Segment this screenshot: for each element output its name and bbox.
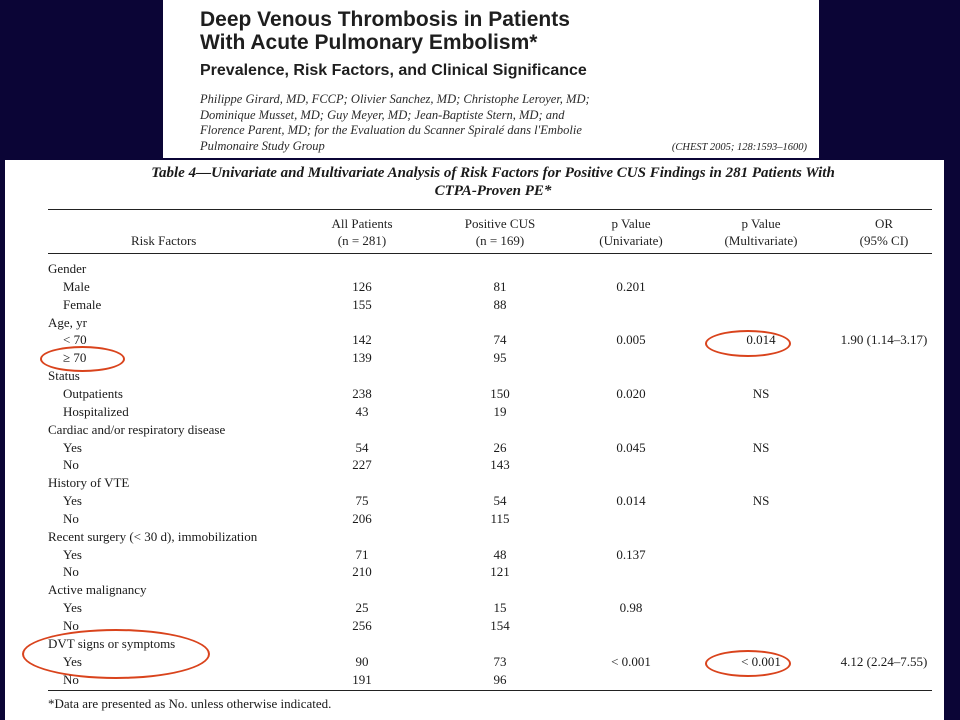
table-row xyxy=(48,546,932,564)
cell-positive-cus: 26 xyxy=(493,439,507,455)
table-row xyxy=(48,510,932,528)
cell-all-patients: 71 xyxy=(355,546,369,562)
row-label: Yes xyxy=(63,600,82,616)
cell-all-patients: 206 xyxy=(352,510,372,526)
header-p-multivariate xyxy=(701,215,821,249)
cell-all-patients: 155 xyxy=(352,296,372,312)
header-p-multivariate-label: p Value xyxy=(741,216,781,231)
row-label: Yes xyxy=(63,653,82,669)
row-label: No xyxy=(63,671,79,687)
highlight-oval-dvt-signs xyxy=(22,629,210,679)
group-label: History of VTE xyxy=(48,475,130,491)
highlight-oval-age-70 xyxy=(40,346,125,372)
paper-title-line-1: Deep Venous Thrombosis in Patients xyxy=(200,8,570,31)
row-label: No xyxy=(63,510,79,526)
authors-line-3: Florence Parent, MD; for the Evaluation du Scanner Spiralé dans l'Embolie xyxy=(200,123,582,137)
table-group-row xyxy=(48,528,932,546)
header-p-univariate xyxy=(581,215,681,249)
table-row xyxy=(48,599,932,617)
cell-p-multivariate: NS xyxy=(752,385,770,401)
highlight-oval-multivariate-dvt xyxy=(705,650,791,677)
row-label: Male xyxy=(63,278,90,294)
table-row xyxy=(48,617,932,635)
cell-positive-cus: 81 xyxy=(493,278,507,294)
authors-line-4: Pulmonaire Study Group xyxy=(200,138,325,153)
table-title-line-2: CTPA-Proven PE* xyxy=(434,183,552,199)
cell-positive-cus: 121 xyxy=(490,564,510,580)
cell-p-univariate: 0.045 xyxy=(616,439,646,455)
table-row xyxy=(48,671,932,689)
cell-positive-cus: 48 xyxy=(493,546,507,562)
header-positive-cus xyxy=(446,215,554,249)
cell-p-multivariate: NS xyxy=(752,439,770,455)
authors-line-1: Philippe Girard, MD, FCCP; Olivier Sanchez, MD; Christophe Leroyer, MD; xyxy=(200,92,590,106)
cell-positive-cus: 95 xyxy=(493,350,507,366)
group-label: Status xyxy=(48,368,80,384)
cell-all-patients: 142 xyxy=(352,332,372,348)
cell-all-patients: 25 xyxy=(355,600,369,616)
header-odds-ratio xyxy=(824,215,944,249)
cell-all-patients: 256 xyxy=(352,618,372,633)
cell-all-patients: 227 xyxy=(352,457,372,473)
cell-positive-cus: 150 xyxy=(490,385,510,401)
row-label: Yes xyxy=(63,546,82,562)
header-positive-cus-label: Positive CUS xyxy=(464,216,536,231)
header-risk-factors: Risk Factors xyxy=(131,233,197,248)
header-p-univariate-label: p Value xyxy=(611,216,651,231)
header-positive-cus-n: (n = 169) xyxy=(475,233,525,248)
cell-p-univariate: 0.014 xyxy=(616,493,646,509)
cell-all-patients: 75 xyxy=(355,493,369,509)
cell-positive-cus: 154 xyxy=(490,618,510,633)
table-header-rule xyxy=(48,253,932,254)
cell-odds-ratio: 4.12 (2.24–7.55) xyxy=(840,653,928,669)
cell-all-patients: 43 xyxy=(355,403,369,419)
authors-line-2: Dominique Musset, MD; Guy Meyer, MD; Jean-Baptiste Stern, MD; and xyxy=(200,107,565,122)
cell-p-univariate: 0.005 xyxy=(616,332,646,348)
cell-p-multivariate: < 0.001 xyxy=(741,653,781,669)
table-row xyxy=(48,331,932,349)
header-all-patients-n: (n = 281) xyxy=(337,233,387,248)
highlight-oval-multivariate-age xyxy=(705,330,791,357)
header-p-univariate-type: (Univariate) xyxy=(599,233,663,248)
cell-p-univariate: 0.020 xyxy=(616,385,646,401)
cell-positive-cus: 73 xyxy=(493,653,507,669)
table-title xyxy=(73,164,913,200)
table-title-line-1: Table 4—Univariate and Multivariate Analysis of Risk Factors for Positive CUS Findings in 281 Patients With xyxy=(151,165,835,181)
group-label: Recent surgery (< 30 d), immobilization xyxy=(48,528,258,544)
paper-header xyxy=(163,0,819,158)
row-label: Yes xyxy=(63,493,82,509)
cell-p-univariate: 0.137 xyxy=(616,546,646,562)
cell-all-patients: 139 xyxy=(352,350,372,366)
cell-p-univariate: 0.98 xyxy=(619,600,643,616)
cell-all-patients: 54 xyxy=(355,439,369,455)
header-odds-ratio-label: OR xyxy=(874,216,894,231)
table-group-row xyxy=(48,421,932,439)
table-bottom-rule xyxy=(48,690,932,691)
header-p-multivariate-type: (Multivariate) xyxy=(724,233,798,248)
paper-citation: (CHEST 2005; 128:1593–1600) xyxy=(671,142,807,153)
cell-all-patients: 90 xyxy=(355,653,369,669)
cell-positive-cus: 88 xyxy=(493,296,507,312)
row-label: Female xyxy=(63,296,102,312)
table-row xyxy=(48,278,932,296)
header-odds-ratio-ci: (95% CI) xyxy=(859,233,909,248)
header-all-patients-label: All Patients xyxy=(331,216,393,231)
row-label: No xyxy=(63,564,79,580)
paper-title-line-2: With Acute Pulmonary Embolism* xyxy=(200,31,538,54)
table-row xyxy=(48,456,932,474)
table-row xyxy=(48,296,932,314)
table-row xyxy=(48,385,932,403)
row-label: Yes xyxy=(63,439,82,455)
table-row xyxy=(48,403,932,421)
table-footnote: *Data are presented as No. unless otherwise indicated. xyxy=(48,696,332,711)
cell-p-multivariate: NS xyxy=(752,493,770,509)
cell-p-univariate: 0.201 xyxy=(616,278,646,294)
cell-positive-cus: 15 xyxy=(493,600,507,616)
table-row xyxy=(48,492,932,510)
table-row xyxy=(48,349,932,367)
group-label: Age, yr xyxy=(48,314,87,330)
paper-title xyxy=(200,8,819,54)
header-all-patients xyxy=(308,215,416,249)
cell-positive-cus: 74 xyxy=(493,332,507,348)
row-label: No xyxy=(63,457,79,473)
cell-positive-cus: 143 xyxy=(490,457,510,473)
table-row xyxy=(48,439,932,457)
cell-positive-cus: 115 xyxy=(490,510,510,526)
paper-subtitle: Prevalence, Risk Factors, and Clinical Significance xyxy=(200,62,587,79)
table-top-rule xyxy=(48,209,932,210)
cell-positive-cus: 96 xyxy=(493,671,507,687)
group-label: Cardiac and/or respiratory disease xyxy=(48,421,226,437)
group-label: Gender xyxy=(48,261,87,276)
group-label: Active malignancy xyxy=(48,582,147,598)
table-row xyxy=(48,563,932,581)
table-group-row xyxy=(48,474,932,492)
cell-all-patients: 238 xyxy=(352,385,372,401)
table-group-row xyxy=(48,314,932,332)
cell-p-univariate: < 0.001 xyxy=(611,653,651,669)
cell-positive-cus: 54 xyxy=(493,493,507,509)
cell-all-patients: 126 xyxy=(352,278,372,294)
cell-all-patients: 191 xyxy=(352,671,372,687)
row-label: No xyxy=(63,618,79,633)
row-label: Outpatients xyxy=(63,385,123,401)
row-label: Hospitalized xyxy=(63,403,129,419)
group-label: DVT signs or symptoms xyxy=(48,635,176,651)
row-label: ≥ 70 xyxy=(63,350,87,366)
cell-all-patients: 210 xyxy=(352,564,372,580)
table-group-row xyxy=(48,367,932,385)
table-group-row xyxy=(48,581,932,599)
cell-odds-ratio: 1.90 (1.14–3.17) xyxy=(840,332,928,348)
cell-p-multivariate: 0.014 xyxy=(746,332,776,348)
row-label: < 70 xyxy=(63,332,87,348)
table-group-row xyxy=(48,260,932,278)
cell-positive-cus: 19 xyxy=(493,403,507,419)
